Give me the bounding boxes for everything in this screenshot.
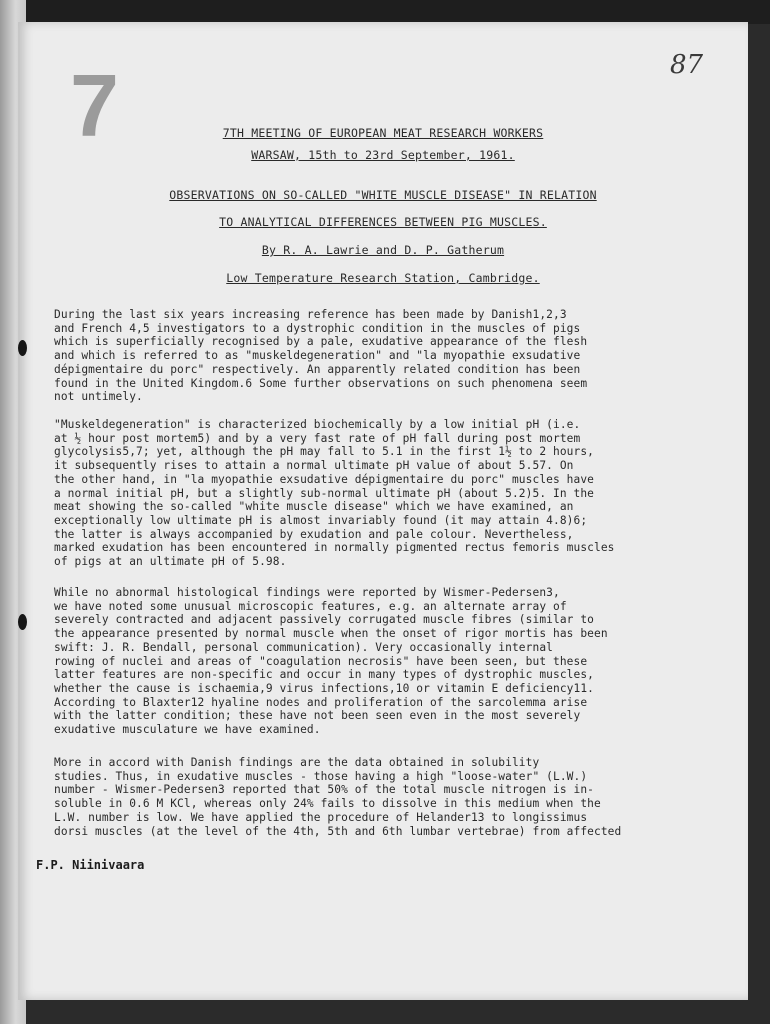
text-line: L.W. number is low. We have applied the procedure of Helander13 to longissimus [54, 810, 588, 824]
text-line: dorsi muscles (at the level of the 4th, 5th and 6th lumbar vertebrae) from affected [54, 824, 622, 838]
text-line: severely contracted and adjacent passively corrugated muscle fibres (similar to [54, 613, 594, 627]
text-line: and which is referred to as "muskeldegeneration" and "la myopathie exsudative [54, 349, 581, 363]
paragraph-4 [54, 756, 714, 838]
text-line: meat showing the so-called "white muscle disease" which we have examined, an [54, 500, 574, 514]
text-line: a normal initial pH, but a slightly sub-normal ultimate pH (about 5.2)5. In the [54, 486, 594, 500]
punch-hole [18, 340, 27, 356]
text-line: During the last six years increasing reference has been made by Danish1,2,3 [54, 308, 567, 321]
meeting-date: WARSAW, 15th to 23rd September, 1961. [251, 148, 515, 162]
text-line: According to Blaxter12 hyaline nodes and proliferation of the sarcolemma arise [54, 695, 588, 709]
punch-hole [18, 614, 27, 630]
authors: By R. A. Lawrie and D. P. Gatherum [261, 243, 505, 257]
text-line: latter features are non-specific and occur in many types of dystrophic muscles, [54, 668, 594, 682]
institution: Low Temperature Research Station, Cambridge. [226, 271, 540, 285]
text-line: which is superficially recognised by a pale, exudative appearance of the flesh [54, 335, 588, 349]
text-line: with the latter condition; these have not been seen even in the most severely [54, 709, 581, 723]
paragraph-2 [54, 418, 714, 569]
paragraph-3 [54, 586, 714, 737]
text-line: and French 4,5 investigators to a dystrophic condition in the muscles of pigs [54, 321, 581, 335]
text-line: not untimely. [54, 390, 143, 404]
text-line: of pigs at an ultimate pH of 5.98. [54, 555, 287, 569]
text-line: dépigmentaire du porc" respectively. An apparently related condition has been [54, 362, 581, 376]
paragraph-1 [54, 308, 714, 404]
text-line: marked exudation has been encountered in normally pigmented rectus femoris muscles [54, 541, 615, 555]
text-line: number - Wismer-Pedersen3 reported that 50% of the total muscle nitrogen is in- [54, 783, 594, 797]
section-number: 7 [70, 56, 119, 155]
text-line: soluble in 0.6 M KCl, whereas only 24% fails to dissolve in this medium when the [54, 797, 601, 811]
text-line: glycolysis5,7; yet, although the pH may fall to 5.1 in the first 1½ to 2 hours, [54, 445, 594, 459]
text-line: While no abnormal histological findings were reported by Wismer-Pedersen3, [54, 586, 560, 599]
text-line: exudative musculature we have examined. [54, 723, 321, 737]
text-line: we have noted some unusual microscopic features, e.g. an alternate array of [54, 599, 567, 613]
meeting-title: 7TH MEETING OF EUROPEAN MEAT RESEARCH WORKERS [222, 126, 544, 140]
text-line: "Muskeldegeneration" is characterized biochemically by a low initial pH (i.e. [54, 418, 581, 431]
text-line: found in the United Kingdom.6 Some further observations on such phenomena seem [54, 376, 588, 390]
signature-stamp: F.P. Niinivaara [36, 858, 145, 872]
text-line: the appearance presented by normal muscle when the onset of rigor mortis has been [54, 627, 608, 641]
text-line: at ½ hour post mortem5) and by a very fast rate of pH fall during post mortem [54, 431, 581, 445]
text-line: swift: J. R. Bendall, personal communication). Very occasionally internal [54, 640, 553, 654]
text-line: the latter is always accompanied by exudation and pale colour. Nevertheless, [54, 527, 574, 541]
text-line: studies. Thus, in exudative muscles - those having a high "loose-water" (L.W.) [54, 769, 588, 783]
paper-title-line1: OBSERVATIONS ON SO-CALLED "WHITE MUSCLE DISEASE" IN RELATION [169, 188, 597, 202]
paper-title-line2: TO ANALYTICAL DIFFERENCES BETWEEN PIG MUSCLES. [219, 215, 547, 229]
text-line: whether the cause is ischaemia,9 virus infections,10 or vitamin E deficiency11. [54, 681, 594, 695]
scan-background [0, 0, 770, 24]
text-line: More in accord with Danish findings are the data obtained in solubility [54, 756, 540, 769]
page-number: 87 [670, 50, 704, 80]
text-line: rowing of nuclei and areas of "coagulation necrosis" have been seen, but these [54, 654, 588, 668]
text-line: exceptionally low ultimate pH is almost invariably found (it may attain 4.8)6; [54, 513, 588, 527]
text-line: the other hand, in "la myopathie exsudative dépigmentaire du porc" muscles have [54, 472, 594, 486]
text-line: it subsequently rises to attain a normal ultimate pH value of about 5.57. On [54, 459, 574, 473]
document-page [18, 22, 748, 1000]
